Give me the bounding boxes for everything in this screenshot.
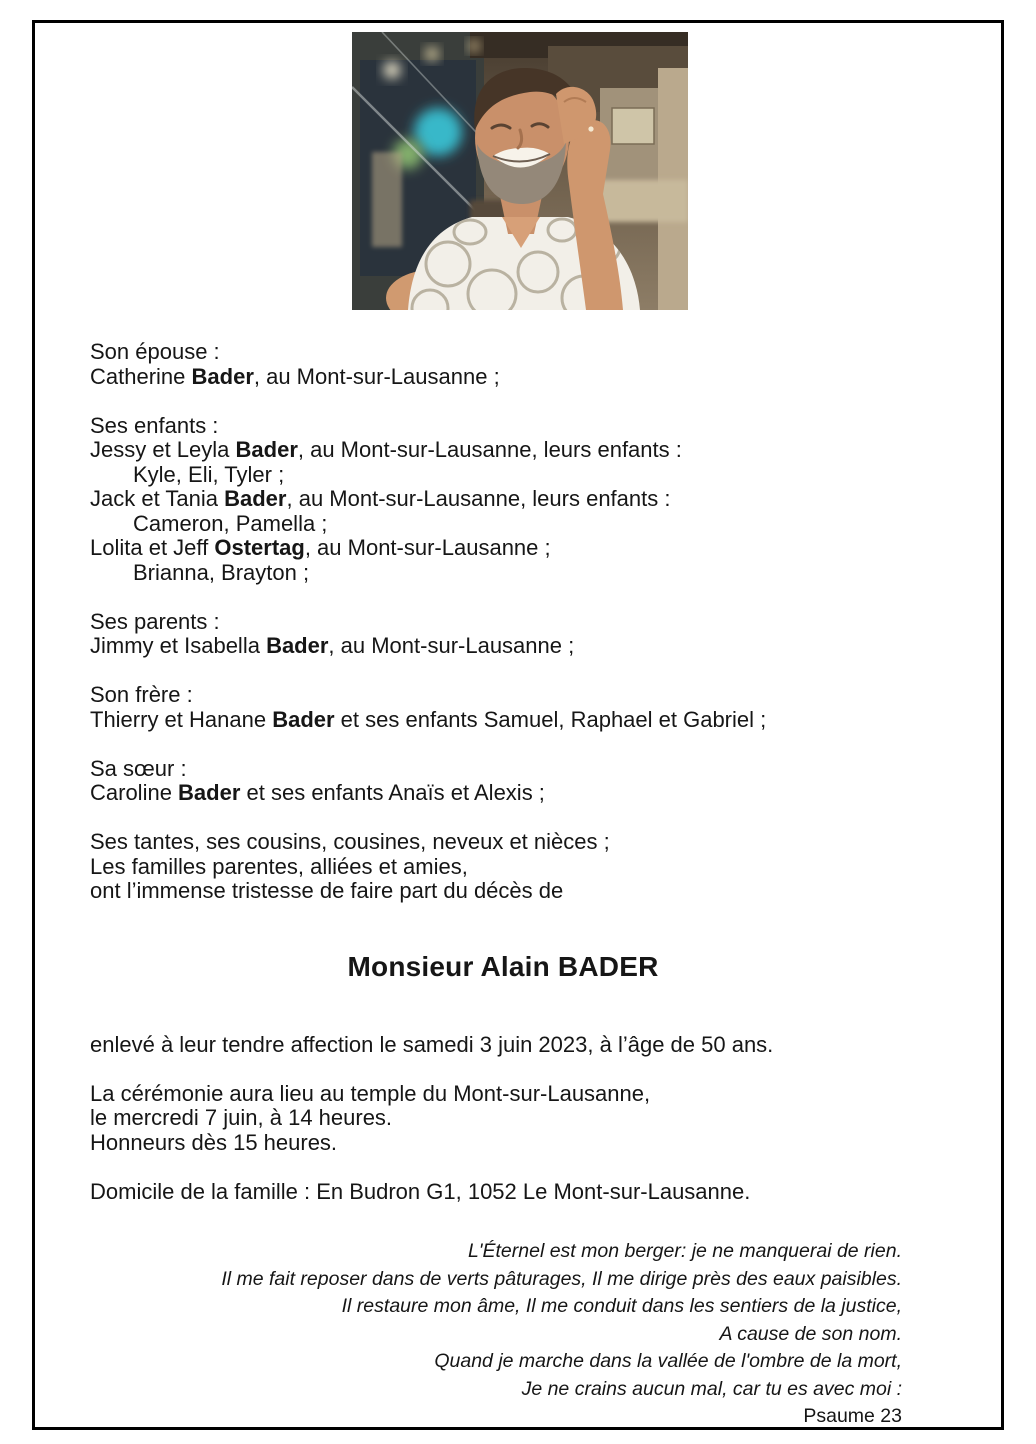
text-segment: Jack et Tania — [90, 486, 225, 511]
family-name: Bader — [272, 706, 335, 732]
ceremony-details — [90, 1033, 916, 1205]
text-line — [90, 781, 916, 806]
text-line — [110, 1348, 902, 1376]
paragraph — [90, 340, 916, 389]
text-segment: Brianna, Brayton ; — [133, 559, 310, 585]
text-line — [90, 708, 916, 733]
text-segment: Je ne crains aucun mal, car tu es avec moi : — [521, 1377, 902, 1400]
text-segment: , au Mont-sur-Lausanne ; — [304, 535, 551, 560]
text-segment: La cérémonie aura lieu au temple du Mont-sur-Lausanne, — [90, 1080, 651, 1106]
text-segment: , au Mont-sur-Lausanne, leurs enfants : — [286, 486, 671, 511]
announcement-text — [90, 340, 916, 1229]
text-segment: Sa sœur : — [90, 755, 187, 781]
text-line — [110, 1293, 902, 1321]
text-segment: , au Mont-sur-Lausanne ; — [253, 363, 500, 389]
text-line — [90, 487, 916, 512]
text-segment: Thierry et Hanane — [90, 706, 273, 732]
family-list — [90, 340, 916, 904]
text-segment: ont l’immense tristesse de faire part du décès de — [90, 878, 564, 903]
text-line — [90, 855, 916, 880]
paragraph — [90, 683, 916, 732]
paragraph — [90, 610, 916, 659]
text-line — [110, 1238, 902, 1266]
deceased-name: Monsieur Alain BADER — [347, 950, 659, 982]
family-name: Bader — [224, 486, 287, 511]
text-line — [90, 830, 916, 855]
text-segment: Jimmy et Isabella — [90, 633, 267, 658]
family-name: Bader — [266, 633, 329, 658]
text-segment: et ses enfants Anaïs et Alexis ; — [240, 780, 545, 805]
text-segment: L'Éternel est mon berger: je ne manquerai de rien. — [467, 1240, 902, 1262]
text-segment: Cameron, Pamella ; — [133, 510, 328, 536]
paragraph — [90, 830, 916, 904]
psalm-lines — [110, 1238, 902, 1403]
text-line — [90, 340, 916, 365]
text-line — [110, 1266, 902, 1294]
text-line — [90, 757, 916, 782]
family-name: Ostertag — [214, 535, 305, 560]
paragraph — [90, 414, 916, 586]
family-name: Bader — [178, 780, 241, 805]
psalm-quote — [110, 1238, 902, 1431]
text-segment: Son frère : — [90, 682, 193, 707]
text-segment: Les familles parentes, alliées et amies, — [90, 853, 468, 879]
text-segment: Jessy et Leyla — [90, 437, 236, 462]
text-segment: , au Mont-sur-Lausanne, leurs enfants : — [297, 437, 682, 462]
text-line — [90, 365, 916, 390]
text-line — [90, 1180, 916, 1205]
text-segment: enlevé à leur tendre affection le samedi 3 juin 2023, à l’âge de 50 ans. — [90, 1031, 774, 1057]
text-line — [90, 414, 916, 439]
text-segment: Kyle, Eli, Tyler ; — [133, 461, 285, 487]
text-line — [90, 536, 916, 561]
text-segment: Honneurs dès 15 heures. — [90, 1129, 338, 1155]
paragraph — [90, 1033, 916, 1058]
paragraph — [90, 1180, 916, 1205]
text-line — [90, 438, 916, 463]
text-segment: Lolita et Jeff — [90, 535, 215, 560]
text-segment: Ses tantes, ses cousins, cousines, neveux et nièces ; — [90, 829, 610, 854]
text-line — [90, 512, 916, 537]
family-name: Bader — [191, 363, 254, 389]
text-line — [90, 683, 916, 708]
text-segment: Il restaure mon âme, Il me conduit dans les sentiers de la justice, — [341, 1295, 902, 1317]
text-line — [90, 463, 916, 488]
text-segment: , au Mont-sur-Lausanne ; — [328, 633, 575, 658]
text-segment: le mercredi 7 juin, à 14 heures. — [90, 1105, 393, 1130]
text-segment: Ses enfants : — [90, 412, 219, 438]
text-segment: Il me fait reposer dans de verts pâturages, Il me dirige près des eaux paisibles. — [221, 1267, 902, 1290]
text-line — [110, 1376, 902, 1404]
paragraph — [90, 757, 916, 806]
portrait-photo-illustration — [352, 32, 688, 310]
text-line — [110, 1321, 902, 1349]
text-line — [90, 1033, 916, 1058]
text-line — [90, 610, 916, 635]
text-line — [90, 1106, 916, 1131]
text-line — [90, 879, 916, 904]
text-line — [90, 1082, 916, 1107]
text-segment: Domicile de la famille : En Budron G1, 1052 Le Mont-sur-Lausanne. — [90, 1178, 751, 1204]
text-segment: Son épouse : — [90, 339, 220, 364]
paragraph — [90, 1082, 916, 1156]
text-segment: Ses parents : — [90, 608, 220, 634]
text-segment: et ses enfants Samuel, Raphael et Gabriel ; — [334, 706, 767, 732]
text-line — [90, 561, 916, 586]
text-segment: Quand je marche dans la vallée de l'ombre de la mort, — [434, 1350, 902, 1372]
text-line — [90, 1131, 916, 1156]
text-segment: Caroline — [90, 780, 179, 805]
text-segment: A cause de son nom. — [719, 1322, 902, 1345]
psalm-attribution: Psaume 23 — [803, 1405, 902, 1427]
text-segment: Catherine — [90, 363, 192, 389]
family-name: Bader — [235, 437, 298, 462]
portrait-photo — [352, 32, 688, 310]
text-line — [90, 634, 916, 659]
